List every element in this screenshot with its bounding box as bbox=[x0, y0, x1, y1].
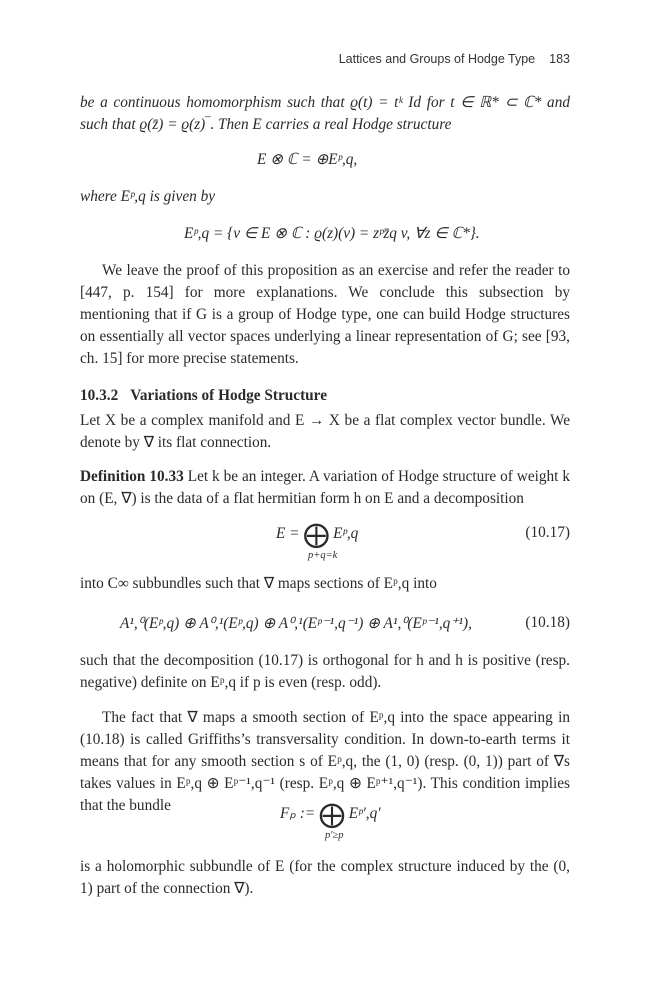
equation-10-17-index: p+q=k bbox=[308, 550, 338, 561]
paragraph-holomorphic: is a holomorphic subbundle of E (for the complex structure induced by the (0, 1) part of the connection ∇). bbox=[80, 858, 570, 897]
equation-fp-lhs: Fₚ := bbox=[280, 805, 316, 822]
section-number: 10.3.2 bbox=[80, 387, 119, 404]
equation-10-17-lhs: E = bbox=[276, 525, 300, 542]
equation-epq-body: Eᵖ,q = {v ∈ E ⊗ ℂ : ϱ(z)(v) = zᵖz̄q v, ∀z ∈ ℂ*}. bbox=[184, 225, 480, 242]
paragraph-leave-proof: We leave the proof of this proposition as an exercise and refer the reader to [447, p. 154] for more explanations. We conclude this subsection by mentioning that if G is a group of Hodge type, one can build Hodge structures on essentially all vector spaces underlying a linear representation of G; see [93, ch. 15] for more precise statements. bbox=[80, 262, 570, 367]
paragraph-section-intro: Let X be a complex manifold and E → X be a flat complex vector bundle. We denote by ∇ its flat connection. bbox=[80, 412, 570, 451]
equation-fp-term: Eᵖ′,q′ bbox=[348, 805, 381, 822]
equation-epq bbox=[80, 224, 570, 248]
definition-label: Definition 10.33 bbox=[80, 468, 184, 485]
equation-10-17-number: (10.17) bbox=[525, 524, 570, 541]
direct-sum-operator: ⨁ bbox=[303, 520, 330, 549]
page-number: 183 bbox=[549, 52, 570, 66]
definition-text: Let k be an integer. A variation of Hodge structure of weight k on (E, ∇) is the data of a flat hermitian form h on E and a decomposition bbox=[80, 468, 571, 507]
proposition-continuation: be a continuous homomorphism such that ϱ(t) = tᵏ Id for t ∈ ℝ* ⊂ ℂ* and such that ϱ(z̄) = ϱ(z)‾. Then E carries a real Hodge structure bbox=[80, 94, 570, 133]
equation-10-17-body bbox=[276, 522, 358, 548]
equation-10-18 bbox=[80, 614, 570, 638]
equation-10-17-term: Eᵖ,q bbox=[333, 525, 359, 542]
into-line: into C∞ subbundles such that ∇ maps sections of Eᵖ,q into bbox=[80, 575, 437, 592]
paragraph-griffiths: The fact that ∇ maps a smooth section of Eᵖ,q into the space appearing in (10.18) is called Griffiths’s transversality condition. In down-to-earth terms it means that for any smooth section s of Eᵖ,q, the (1, 0) (resp. (0, 1)) part of ∇s takes values in Eᵖ,q ⊕ Eᵖ⁻¹,q⁻¹ (resp. Eᵖ,q ⊕ Eᵖ⁺¹,q⁻¹). This condition implies that the bundle bbox=[80, 709, 570, 814]
section-heading bbox=[80, 385, 570, 407]
section-title: Variations of Hodge Structure bbox=[130, 387, 327, 404]
equation-fp bbox=[80, 798, 570, 846]
equation-tensor-body: E ⊗ ℂ = ⊕Eᵖ,q, bbox=[257, 151, 358, 168]
equation-fp-body bbox=[280, 802, 381, 828]
equation-10-18-number: (10.18) bbox=[525, 614, 570, 631]
running-title: Lattices and Groups of Hodge Type bbox=[338, 52, 536, 66]
definition-10-33 bbox=[80, 466, 570, 510]
equation-10-17 bbox=[80, 518, 570, 566]
equation-tensor bbox=[80, 150, 570, 174]
where-line: where Eᵖ,q is given by bbox=[80, 188, 216, 205]
direct-sum-operator: ⨁ bbox=[318, 800, 345, 829]
running-head bbox=[339, 52, 570, 66]
equation-10-18-body: A¹,⁰(Eᵖ,q) ⊕ A⁰,¹(Eᵖ,q) ⊕ A⁰,¹(Eᵖ⁻¹,q⁻¹) ⊕ A¹,⁰(Eᵖ⁻¹,q⁺¹), bbox=[120, 615, 472, 632]
equation-fp-index: p′≥p bbox=[325, 830, 344, 841]
paragraph-orthogonal: such that the decomposition (10.17) is orthogonal for h and h is positive (resp. negative) definite on Eᵖ,q if p is even (resp. odd). bbox=[80, 652, 570, 691]
